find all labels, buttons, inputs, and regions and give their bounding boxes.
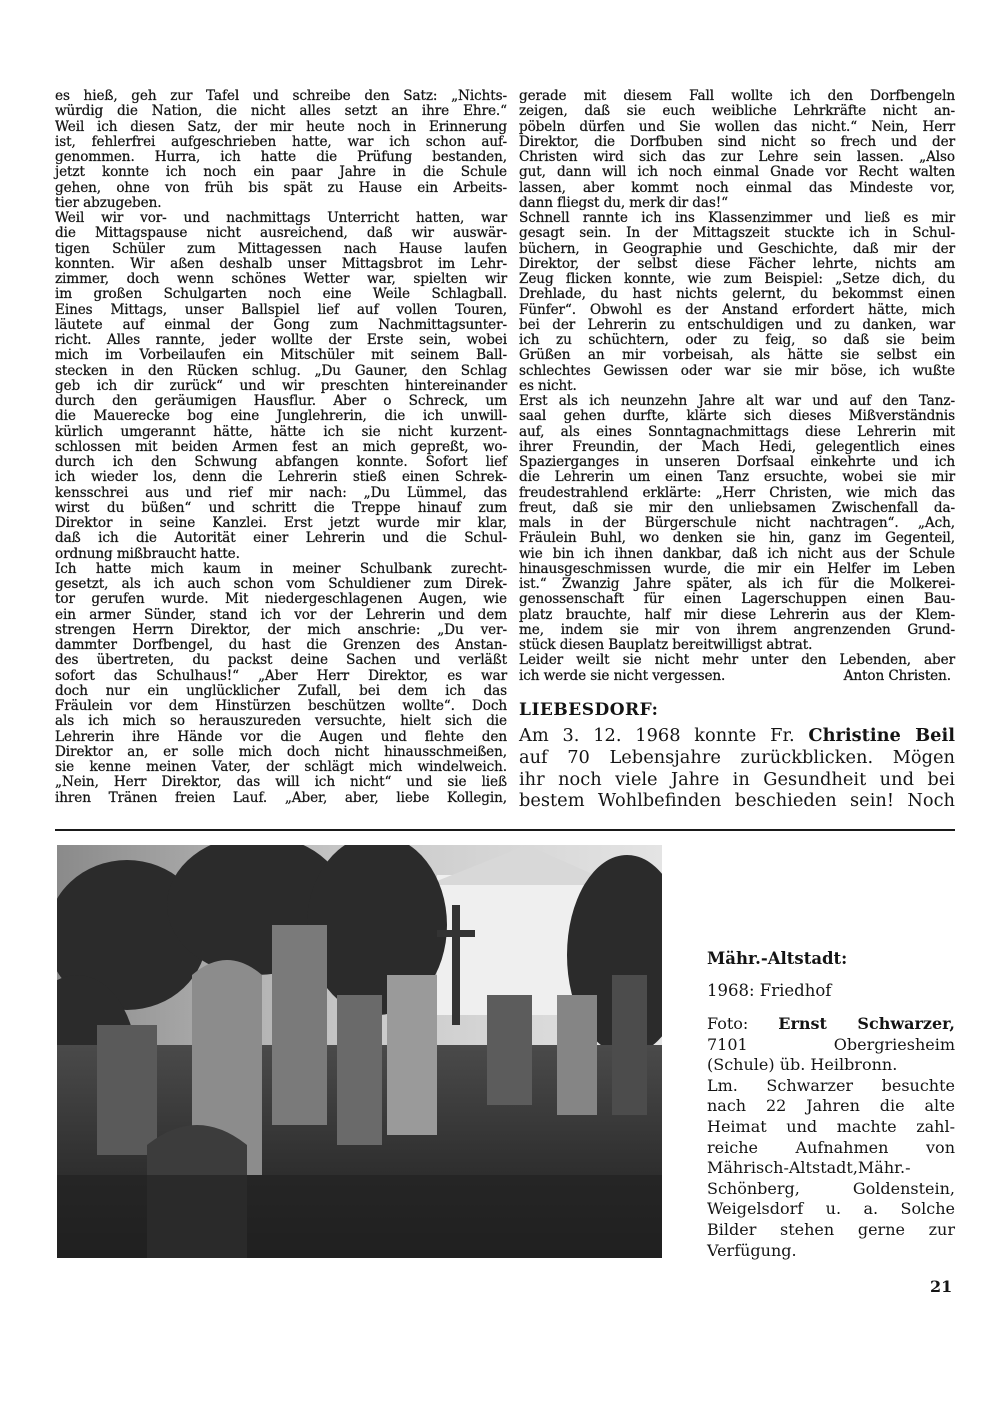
text-line: pöbeln dürfen und Sie wollen das nicht.“ Nein, Herr (519, 118, 955, 135)
text-line: Lm. Schwarzer besuchte (707, 1075, 955, 1095)
text-line: schlossen mit beiden Armen fest an mich gepreßt, wo- (55, 438, 507, 455)
text-line: Bilder stehen gerne zur (707, 1219, 955, 1239)
text-line: büchern, in Geographie und Geschichte, daß mir der (519, 240, 955, 257)
text-line: ich wieder los, denn die Lehrerin stieß einen Schrek- (55, 469, 507, 486)
text-line: sie kenne meinen Vater, der schlägt mich windelweich. (55, 759, 507, 775)
text-line (707, 1014, 955, 1035)
text-line: Weil ich diesen Satz, der mir heute noch in Erinnerung (55, 118, 507, 135)
text-line: konnten. Wir aßen deshalb unser Mittagsbrot im Lehr- (55, 255, 507, 272)
cemetery-photo (57, 845, 662, 1258)
text-line: Erst als ich neunzehn Jahre alt war und auf den Tanz- (519, 393, 955, 409)
text-line: auf 70 Lebensjahre zurückblicken. Mögen (519, 746, 955, 768)
text-line: im großen Schulgarten noch eine Weile Schlagball. (55, 286, 507, 303)
text-line: lassen, aber kommt noch einmal das Mindeste vor, (519, 179, 955, 196)
text-line: freudestrahlend erklärte: „Herr Christen, wie mich das (519, 484, 955, 501)
text-line: zeigen, daß sie euch weibliche Lehrkräfte nicht an- (519, 103, 955, 120)
text-line: Direktor an, er solle mich doch nicht hinausschmeißen, (55, 743, 507, 760)
text-line: hinausgeschmissen wurde, die mir ein Helfer im Leben (519, 560, 955, 577)
text-line: als ich mich so herauszureden versuchte, hielt sich die (55, 713, 507, 730)
text-line: daß ich die Autorität einer Lehrerin und die Schul- (55, 530, 507, 547)
text-line: dammter Dorfbengel, du hast die Grenzen des Anstan- (55, 637, 507, 653)
text-line: durch ich den Schwung abfangen konnte. Sofort lief (55, 454, 507, 470)
text-line: genossenschaft für einen Lagerschuppen einen Bau- (519, 591, 955, 608)
closing-text: ich werde sie nicht vergessen. (519, 667, 726, 684)
text-line: schlechtes Gewissen oder war sie mir böse, ich wußte (519, 362, 955, 379)
text-line: Zeug flicken konnte, wie zum Beispiel: „Setze dich, du (519, 271, 955, 287)
text-line: ihrer Freundin, der Mach Hedi, gelegentlich eines (519, 438, 955, 455)
text-line: Christen wird sich das zur Lehre sein lassen. „Also (519, 149, 955, 165)
text-line: gut, dann will ich noch einmal Gnade vor Recht walten (519, 164, 955, 181)
section-heading-liebesdorf: LIEBESDORF: (519, 700, 659, 720)
text-span: Am 3. 12. 1968 konnte Fr. (519, 725, 809, 746)
text-line: Schnell rannte ich ins Klassenzimmer und ließ es mir (519, 210, 955, 226)
text-line: Direktor, die Dorfbuben sind nicht so frech und der (519, 133, 955, 150)
text-line: ordnung mißbraucht hatte. (55, 545, 240, 562)
text-line: zimmer, doch wenn schönes Wetter war, spielten wir (55, 271, 507, 287)
text-line: es nicht. (519, 377, 577, 394)
text-line: Eines Mittags, unser Ballspiel lief auf vollen Touren, (55, 301, 507, 318)
text-line: ist.“ Zwanzig Jahre später, als ich für die Molkerei- (519, 576, 955, 592)
text-line: stecken in den Rücken schlug. „Du Gauner, den Schlag (55, 362, 507, 379)
text-line: stück diesen Bauplatz bereitwilligst abtrat. (519, 637, 813, 653)
text-line: wie bin ich ihnen dankbar, daß ich nicht aus der Schule (519, 545, 955, 562)
text-line: tier abzugeben. (55, 194, 162, 211)
text-line: ist, fehlerfrei aufgeschrieben hatte, war ich schon auf- (55, 133, 507, 150)
text-line: gesetzt, als ich auch schon vom Schuldiener zum Direk- (55, 576, 507, 592)
text-line: durch den geräumigen Hausflur. Aber o Schreck, um (55, 393, 507, 409)
text-line: freut, daß sie mir den unliebsamen Zwischenfall da- (519, 499, 955, 516)
text-line: Grüßen an mir vorbeisah, als hätte sie selbst ein (519, 347, 955, 364)
text-line: tigen Schüler zum Mittagessen nach Hause laufen (55, 240, 507, 257)
text-line: Spazierganges in unseren Dorfsaal einkehrte und ich (519, 454, 955, 470)
text-line: wirst du büßen“ und schritt die Treppe hinauf zum (55, 499, 507, 516)
text-line: auf, als eines Sonntagnachmittags diese Lehrerin mit (519, 423, 955, 440)
text-line: Ich hatte mich kaum in meiner Schulbank zurecht- (55, 560, 507, 577)
text-line: 7101 Obergriesheim (707, 1034, 955, 1054)
page-number: 21 (930, 1277, 953, 1296)
text-line: Drehlade, du hast nichts gelernt, du bekommst einen (519, 286, 955, 303)
text-line: geb ich dir zurück“ und wir preschten hintereinander (55, 377, 507, 394)
text-line: jetzt konnte ich noch ein paar Jahre in die Schule (55, 164, 507, 181)
text-line: Fräulein Buhl, wo denken sie hin, ganz im Gegenteil, (519, 530, 955, 547)
text-line: die Mauerecke bog eine Junglehrerin, die ich unwill- (55, 408, 507, 425)
text-line: Heimat und machte zahl- (707, 1116, 955, 1136)
text-line: läutete auf einmal der Gong zum Nachmittagsunter- (55, 316, 507, 333)
text-line: strengen Herrn Direktor, der mich anschrie: „Du ver- (55, 621, 507, 638)
text-line: ihr noch viele Jahre in Gesundheit und bei (519, 768, 955, 790)
text-line: kensschrei aus und rief mir nach: „Du Lümmel, das (55, 484, 507, 501)
text-line: Direktor in seine Kanzlei. Erst jetzt wurde mir klar, (55, 515, 507, 531)
caption-heading: Mähr.-Altstadt: (707, 949, 848, 968)
text-line: platz brauchte, half mir diese Lehrerin aus der Klem- (519, 606, 955, 623)
text-line: Mährisch-Altstadt,Mähr.- (707, 1158, 911, 1178)
text-line: Fünfer“. Obwohl es der Anstand erfordert hätte, mich (519, 301, 955, 318)
text-line: doch nur ein unglücklicher Zufall, bei dem ich das (55, 682, 507, 699)
liebesdorf-notice (519, 725, 955, 812)
text-line: die Mittagspause nicht ausreichend, daß wir auswär- (55, 225, 507, 242)
text-line: Weigelsdorf u. a. Solche (707, 1199, 955, 1219)
caption-date-subject: 1968: Friedhof (707, 981, 832, 1000)
text-line: die Lehrerin um einen Tanz ersuchte, wobei sie mir (519, 469, 955, 486)
text-line: ein armer Sünder, stand ich vor der Lehrerin und dem (55, 606, 507, 623)
text-line: sofort das Schulhaus!“ „Aber Herr Direktor, es war (55, 667, 507, 684)
photo-caption (707, 1014, 955, 1261)
closing-line (519, 669, 955, 684)
text-line: tor gerufen wurde. Mit niedergeschlagenen Augen, wie (55, 591, 507, 608)
author-signature: Anton Christen. (843, 667, 951, 684)
text-line: würdig die Nation, die nicht alles setzt an ihre Ehre.“ (55, 103, 507, 120)
text-line: me, indem sie mir von ihrem angrenzenden Grund- (519, 621, 955, 638)
text-line: gehen, ohne von früh bis spät zu Hause ein Arbeits- (55, 179, 507, 196)
text-line (519, 725, 955, 747)
text-line: (Schule) üb. Heilbronn. (707, 1055, 898, 1075)
text-line: des übertreten, du packst deine Sachen und verläßt (55, 652, 507, 669)
photographer-name: Ernst Schwarzer, (778, 1014, 955, 1033)
text-line: gesagt sein. In der Mittagszeit stuckte ich in Schul- (519, 225, 955, 242)
text-line: ich zu schüchtern, oder zu feig, so daß sie beim (519, 332, 955, 348)
text-line: Lehrerin ihre Hände vor die Augen und flehte den (55, 728, 507, 745)
text-line: Weil wir vor- und nachmittags Unterricht hatten, war (55, 210, 507, 226)
text-span: Foto: (707, 1014, 779, 1033)
text-line: bei der Lehrerin zu entschuldigen und zu danken, war (519, 316, 955, 333)
article-right-column (519, 89, 955, 684)
text-line: Direktor, der selbst diese Fächer lehrte, nichts am (519, 255, 955, 272)
text-line: kürlich umgerannt hätte, hätte ich sie nicht kurzent- (55, 423, 507, 440)
text-line: Fräulein vor dem Hinstürzen beschützen wollte“. Doch (55, 698, 507, 714)
text-line: saal gehen durfte, klärte sich dieses Mißverständnis (519, 408, 955, 425)
text-line: ihren Tränen freien Lauf. „Aber, aber, liebe Kollegin, (55, 789, 507, 806)
person-name: Christine Beil (808, 725, 956, 746)
text-line: mals in der Bürgerschule nicht nachtragen“. „Ach, (519, 515, 955, 531)
text-line: dann fliegst du, merk dir das!“ (519, 194, 728, 211)
text-line: es hieß, geh zur Tafel und schreibe den Satz: „Nichts- (55, 88, 507, 104)
text-line: richt. Alles rannte, jeder wollte der Erste sein, wobei (55, 332, 507, 348)
text-line: genommen. Hurra, ich hatte die Prüfung bestanden, (55, 149, 507, 165)
text-line: reiche Aufnahmen von (707, 1137, 955, 1157)
text-line: mich im Vorbeilaufen ein Mitschüler mit seinem Ball- (55, 347, 507, 364)
text-line: gerade mit diesem Fall wollte ich den Dorfbengeln (519, 88, 955, 104)
horizontal-divider (55, 829, 955, 831)
article-left-column (55, 89, 507, 806)
text-line: bestem Wohlbefinden beschieden sein! Noch (519, 790, 955, 812)
text-line: Verfügung. (707, 1240, 797, 1260)
text-line: Leider weilt sie nicht mehr unter den Lebenden, aber (519, 652, 955, 669)
text-line: nach 22 Jahren die alte (707, 1096, 955, 1116)
text-line: „Nein, Herr Direktor, das will ich nicht“ und sie ließ (55, 774, 507, 791)
text-line: Schönberg, Goldenstein, (707, 1178, 955, 1198)
